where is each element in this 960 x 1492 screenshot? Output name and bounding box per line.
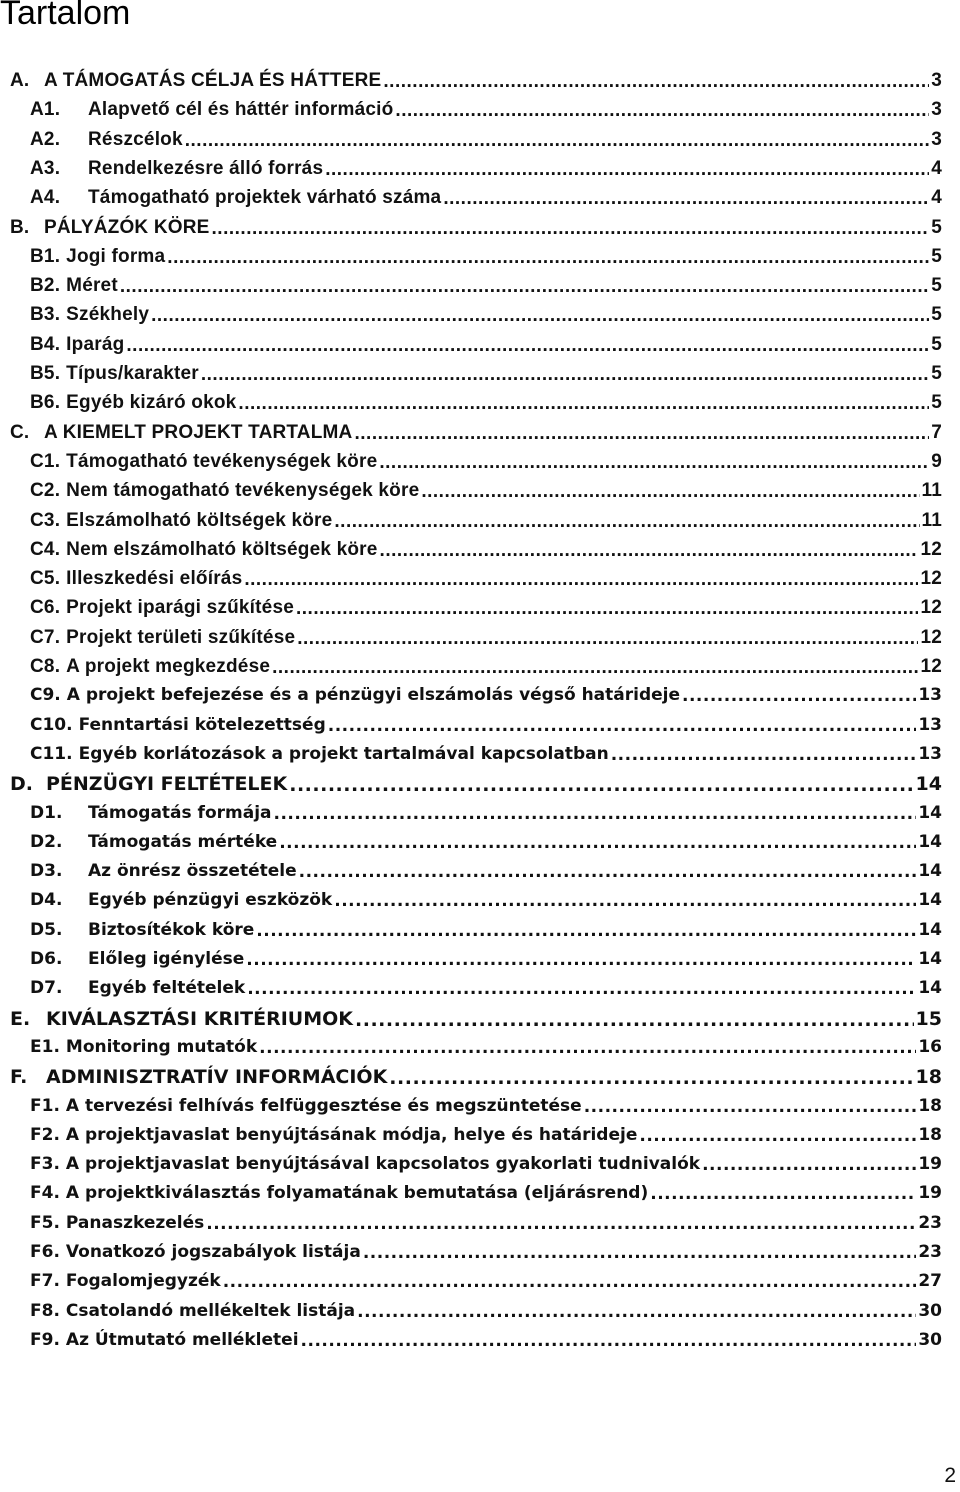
toc-entry-page: 14 xyxy=(918,802,942,823)
toc-entry-number: F7. xyxy=(30,1271,60,1292)
toc-entry-page: 14 xyxy=(915,773,942,796)
toc-entry-label: Projekt területi szűkítése xyxy=(66,626,296,648)
toc-entry-label: Projekt iparági szűkítése xyxy=(66,597,294,619)
toc-entry-number: B1. xyxy=(30,245,61,267)
toc-dot-leader xyxy=(421,481,919,503)
toc-entry-number: F5. xyxy=(30,1212,60,1233)
toc-dot-leader xyxy=(223,1272,917,1292)
toc-dot-leader xyxy=(167,247,929,269)
toc-dot-leader xyxy=(201,364,929,386)
toc-entry-number: B4. xyxy=(30,333,61,355)
toc-entry-number: D7. xyxy=(30,978,63,999)
toc-entry-page: 11 xyxy=(921,509,942,531)
toc-entry-label: Rendelkezésre álló forrás xyxy=(88,157,324,179)
toc-dot-leader xyxy=(279,833,916,853)
toc-dot-leader xyxy=(334,511,919,533)
toc-entry-label: ADMINISZTRATÍV INFORMÁCIÓK xyxy=(46,1066,388,1089)
toc-entry-label: Támogatás formája xyxy=(88,802,272,823)
toc-entry[interactable] xyxy=(30,363,942,391)
toc-entry-label: A projekt befejezése és a pénzügyi elszámolás végső határideje xyxy=(66,685,681,706)
toc-entry-number: F8. xyxy=(30,1300,60,1321)
toc-entry[interactable] xyxy=(30,656,942,684)
page-number: 2 xyxy=(944,1464,956,1487)
toc-entry-label: Az önrész összetétele xyxy=(88,861,297,882)
toc-entry[interactable] xyxy=(30,99,942,127)
toc-entry-number: F3. xyxy=(30,1154,60,1175)
toc-entry-number: B5. xyxy=(30,363,61,384)
toc-entry-page: 5 xyxy=(931,216,942,238)
toc-entry-label: A tervezési felhívás felfüggesztése és megszüntetése xyxy=(65,1095,582,1116)
toc-entry[interactable] xyxy=(10,217,942,245)
toc-entry[interactable] xyxy=(30,715,942,743)
toc-dot-leader xyxy=(354,423,929,445)
toc-entry[interactable] xyxy=(30,275,942,303)
toc-entry-page: 5 xyxy=(931,363,942,384)
toc-entry-page: 14 xyxy=(918,949,942,969)
toc-dot-leader xyxy=(185,130,929,152)
toc-entry-label: Az Útmutató mellékletei xyxy=(65,1329,299,1350)
toc-entry-label: Panaszkezelés xyxy=(65,1212,205,1233)
toc-entry-label: Típus/karakter xyxy=(66,363,199,384)
toc-entry-page: 15 xyxy=(915,1007,942,1030)
toc-entry[interactable] xyxy=(10,70,942,98)
toc-entry-number: C1. xyxy=(30,450,61,472)
toc-dot-leader xyxy=(126,335,929,357)
toc-dot-leader xyxy=(443,188,929,210)
toc-entry-label: Egyéb kizáró okok xyxy=(66,392,237,414)
toc-entry-label: A projektjavaslat benyújtásának módja, helye és határideje xyxy=(65,1124,638,1145)
toc-entry-page: 18 xyxy=(915,1066,942,1089)
toc-entry[interactable] xyxy=(30,1096,942,1124)
toc-entry-label: A KIEMELT PROJEKT TARTALMA xyxy=(44,421,353,443)
toc-dot-leader xyxy=(650,1184,916,1204)
toc-entry-number: C. xyxy=(10,421,30,443)
toc-entry-page: 5 xyxy=(931,304,942,326)
toc-dot-leader xyxy=(611,745,917,765)
toc-entry[interactable] xyxy=(30,1037,942,1065)
toc-entry-page: 9 xyxy=(931,450,942,472)
toc-entry-page: 5 xyxy=(931,333,942,355)
toc-entry[interactable] xyxy=(30,978,942,1006)
toc-entry-number: D2. xyxy=(30,831,63,852)
toc-entry-page: 12 xyxy=(920,538,942,560)
toc-entry-page: 13 xyxy=(918,714,942,735)
toc-dot-leader xyxy=(639,1126,916,1146)
toc-dot-leader xyxy=(334,891,916,911)
toc-entry-label: Elszámolható költségek köre xyxy=(66,509,333,531)
toc-dot-leader xyxy=(355,1009,914,1031)
toc-dot-leader xyxy=(584,1097,917,1117)
toc-entry-label: A projektkiválasztás folyamatának bemutatása (eljárásrend) xyxy=(65,1183,649,1204)
toc-dot-leader xyxy=(299,862,917,882)
toc-entry-number: F6. xyxy=(30,1242,60,1262)
toc-entry[interactable] xyxy=(30,861,942,889)
toc-entry-number: F9. xyxy=(30,1329,60,1350)
toc-entry-label: Fenntartási kötelezettség xyxy=(78,714,326,735)
toc-entry[interactable] xyxy=(30,890,942,918)
toc-entry-page: 30 xyxy=(918,1300,942,1321)
toc-dot-leader xyxy=(395,100,929,122)
toc-entry-label: Támogatható tevékenységek köre xyxy=(66,450,378,472)
toc-entry-number: F1. xyxy=(30,1095,60,1116)
toc-entry[interactable] xyxy=(30,246,942,274)
toc-entry[interactable] xyxy=(30,1301,942,1329)
toc-entry[interactable] xyxy=(30,1125,942,1153)
toc-entry-number: B2. xyxy=(30,275,61,297)
toc-entry-page: 13 xyxy=(918,685,942,706)
toc-entry-number: E1. xyxy=(30,1036,60,1057)
toc-entry-page: 18 xyxy=(918,1124,942,1145)
toc-dot-leader xyxy=(328,716,917,736)
toc-entry-page: 23 xyxy=(918,1212,942,1233)
toc-entry-label: Támogatható projektek várható száma xyxy=(88,187,442,209)
toc-entry-label: Csatolandó mellékeltek listája xyxy=(65,1300,356,1321)
toc-entry-number: C10. xyxy=(30,714,73,735)
toc-entry-label: Iparág xyxy=(66,333,125,355)
toc-entry-page: 14 xyxy=(918,831,942,852)
toc-entry[interactable] xyxy=(10,1066,942,1094)
toc-entry-page: 3 xyxy=(931,70,942,91)
toc-entry-label: PÉNZÜGYI FELTÉTELEK xyxy=(46,773,288,796)
toc-entry-label: A TÁMOGATÁS CÉLJA ÉS HÁTTERE xyxy=(44,70,382,91)
toc-dot-leader xyxy=(325,159,929,181)
toc-entry-number: C7. xyxy=(30,626,61,648)
toc-entry-page: 12 xyxy=(920,626,942,648)
toc-entry[interactable] xyxy=(30,187,942,215)
toc-entry[interactable] xyxy=(30,158,942,186)
toc-entry-label: Részcélok xyxy=(88,128,183,150)
page-title: Tartalom xyxy=(0,0,131,32)
toc-entry-label: Biztosítékok köre xyxy=(88,919,255,940)
toc-entry-page: 3 xyxy=(931,99,942,121)
toc-entry[interactable] xyxy=(30,1271,942,1299)
toc-entry[interactable] xyxy=(30,744,942,772)
toc-entry-page: 27 xyxy=(918,1271,942,1292)
toc-entry-number: B. xyxy=(10,216,30,238)
toc-entry-page: 5 xyxy=(931,245,942,267)
toc-dot-leader xyxy=(151,305,929,327)
toc-entry-number: C5. xyxy=(30,568,61,590)
toc-entry-label: A projekt megkezdése xyxy=(66,656,271,677)
toc-entry-label: Egyéb feltételek xyxy=(88,978,246,999)
toc-dot-leader xyxy=(702,1155,916,1175)
toc-entry-label: Nem elszámolható költségek köre xyxy=(66,538,378,560)
toc-entry-number: D1. xyxy=(30,802,63,823)
toc-dot-leader xyxy=(296,598,918,620)
toc-entry-page: 12 xyxy=(920,656,942,677)
toc-dot-leader xyxy=(363,1243,917,1263)
toc-entry-page: 11 xyxy=(921,480,942,502)
toc-entry-page: 3 xyxy=(931,128,942,150)
toc-entry-page: 12 xyxy=(920,568,942,590)
toc-entry-label: Egyéb pénzügyi eszközök xyxy=(88,890,333,911)
toc-entry-page: 12 xyxy=(920,597,942,619)
toc-entry[interactable] xyxy=(30,334,942,362)
toc-entry-page: 5 xyxy=(931,392,942,414)
toc-entry[interactable] xyxy=(30,685,942,713)
toc-entry-page: 4 xyxy=(931,187,942,209)
toc-entry-page: 23 xyxy=(918,1242,942,1262)
toc-entry-label: Alapvető cél és háttér információ xyxy=(88,99,394,121)
toc-entry-number: C6. xyxy=(30,597,61,619)
toc-entry-number: B6. xyxy=(30,392,61,414)
toc-entry[interactable] xyxy=(30,129,942,157)
toc-dot-leader xyxy=(244,569,918,591)
toc-dot-leader xyxy=(259,1038,916,1058)
toc-entry[interactable] xyxy=(30,832,942,860)
toc-entry-number: A2. xyxy=(30,128,61,150)
toc-entry[interactable] xyxy=(30,568,942,596)
toc-entry-label: KIVÁLASZTÁSI KRITÉRIUMOK xyxy=(46,1007,354,1030)
toc-entry-number: A3. xyxy=(30,157,61,179)
toc-entry-label: Nem támogatható tevékenységek köre xyxy=(66,480,420,502)
toc-entry-page: 14 xyxy=(918,890,942,911)
toc-entry-number: D4. xyxy=(30,890,63,911)
toc-entry-number: D5. xyxy=(30,919,63,940)
toc-dot-leader xyxy=(206,1214,916,1234)
toc-entry-page: 4 xyxy=(931,157,942,179)
toc-entry-label: Előleg igénylése xyxy=(88,949,245,969)
toc-entry[interactable] xyxy=(10,422,942,450)
toc-entry-label: Monitoring mutatók xyxy=(65,1036,258,1057)
toc-entry-number: C2. xyxy=(30,480,61,502)
toc-entry-label: Illeszkedési előírás xyxy=(66,568,243,590)
toc-entry-page: 14 xyxy=(918,919,942,940)
toc-entry-number: F. xyxy=(10,1066,28,1089)
toc-entry-number: C9. xyxy=(30,685,61,706)
toc-dot-leader xyxy=(289,774,913,796)
toc-entry-number: C8. xyxy=(30,656,61,677)
toc-dot-leader xyxy=(389,1067,913,1089)
toc-entry[interactable] xyxy=(30,304,942,332)
toc-entry[interactable] xyxy=(30,1213,942,1241)
toc-entry-label: Támogatás mértéke xyxy=(88,831,278,852)
toc-entry-page: 14 xyxy=(918,978,942,999)
toc-entry-label: PÁLYÁZÓK KÖRE xyxy=(44,216,210,238)
toc-entry[interactable] xyxy=(30,803,942,831)
toc-entry-number: E. xyxy=(10,1007,31,1030)
toc-entry-label: Vonatkozó jogszabályok listája xyxy=(65,1242,361,1262)
toc-entry-page: 19 xyxy=(918,1154,942,1175)
toc-dot-leader xyxy=(357,1302,916,1322)
toc-entry-number: B3. xyxy=(30,304,61,326)
toc-entry[interactable] xyxy=(30,1242,942,1270)
toc-entry-number: A. xyxy=(10,70,30,91)
toc-entry[interactable] xyxy=(30,480,942,508)
toc-entry[interactable] xyxy=(30,949,942,977)
toc-dot-leader xyxy=(120,276,929,298)
toc-entry-number: D6. xyxy=(30,949,63,969)
toc-entry-number: D3. xyxy=(30,861,63,882)
toc-entry-page: 30 xyxy=(918,1329,942,1350)
toc-entry-label: Egyéb korlátozások a projekt tartalmával kapcsolatban xyxy=(78,743,609,764)
toc-dot-leader xyxy=(272,657,918,679)
toc-entry-page: 16 xyxy=(918,1036,942,1057)
toc-entry[interactable] xyxy=(30,920,942,948)
toc-entry-label: Jogi forma xyxy=(66,245,166,267)
toc-entry[interactable] xyxy=(30,1183,942,1211)
toc-entry-page: 14 xyxy=(918,861,942,882)
toc-entry[interactable] xyxy=(30,539,942,567)
toc-entry-number: A4. xyxy=(30,187,61,209)
toc-entry-page: 18 xyxy=(918,1095,942,1116)
toc-entry-label: Méret xyxy=(66,275,118,297)
toc-entry[interactable] xyxy=(30,392,942,420)
toc-entry-number: F4. xyxy=(30,1183,60,1204)
toc-entry-page: 7 xyxy=(931,421,942,443)
toc-entry-page: 5 xyxy=(931,275,942,297)
toc-entry-number: F2. xyxy=(30,1124,60,1145)
toc-dot-leader xyxy=(256,921,916,941)
toc-entry-number: D. xyxy=(10,773,33,796)
toc-dot-leader xyxy=(383,71,929,93)
toc-entry[interactable] xyxy=(30,510,942,538)
toc-entry-label: Székhely xyxy=(66,304,150,326)
toc-dot-leader xyxy=(682,686,916,706)
toc-entry-number: C11. xyxy=(30,743,73,764)
toc-entry[interactable] xyxy=(10,1008,942,1036)
toc-dot-leader xyxy=(274,804,917,824)
toc-dot-leader xyxy=(380,540,919,562)
toc-dot-leader xyxy=(297,628,918,650)
toc-entry-number: A1. xyxy=(30,99,61,121)
toc-entry[interactable] xyxy=(30,597,942,625)
toc-dot-leader xyxy=(379,452,929,474)
toc-entry-number: C3. xyxy=(30,509,61,531)
toc-dot-leader xyxy=(212,218,930,240)
toc-entry-page: 19 xyxy=(918,1183,942,1204)
toc-entry-label: A projektjavaslat benyújtásával kapcsolatos gyakorlati tudnivalók xyxy=(65,1154,701,1175)
toc-entry[interactable] xyxy=(10,773,942,801)
toc-entry[interactable] xyxy=(30,451,942,479)
toc-entry-number: C4. xyxy=(30,538,61,560)
toc-dot-leader xyxy=(238,393,929,415)
toc-dot-leader xyxy=(246,950,916,970)
toc-entry[interactable] xyxy=(30,1154,942,1182)
toc-entry[interactable] xyxy=(30,627,942,655)
toc-entry-label: Fogalomjegyzék xyxy=(65,1271,221,1292)
toc-dot-leader xyxy=(247,979,916,999)
toc-dot-leader xyxy=(301,1331,917,1351)
toc-entry-page: 13 xyxy=(918,743,942,764)
toc-entry[interactable] xyxy=(30,1330,942,1358)
